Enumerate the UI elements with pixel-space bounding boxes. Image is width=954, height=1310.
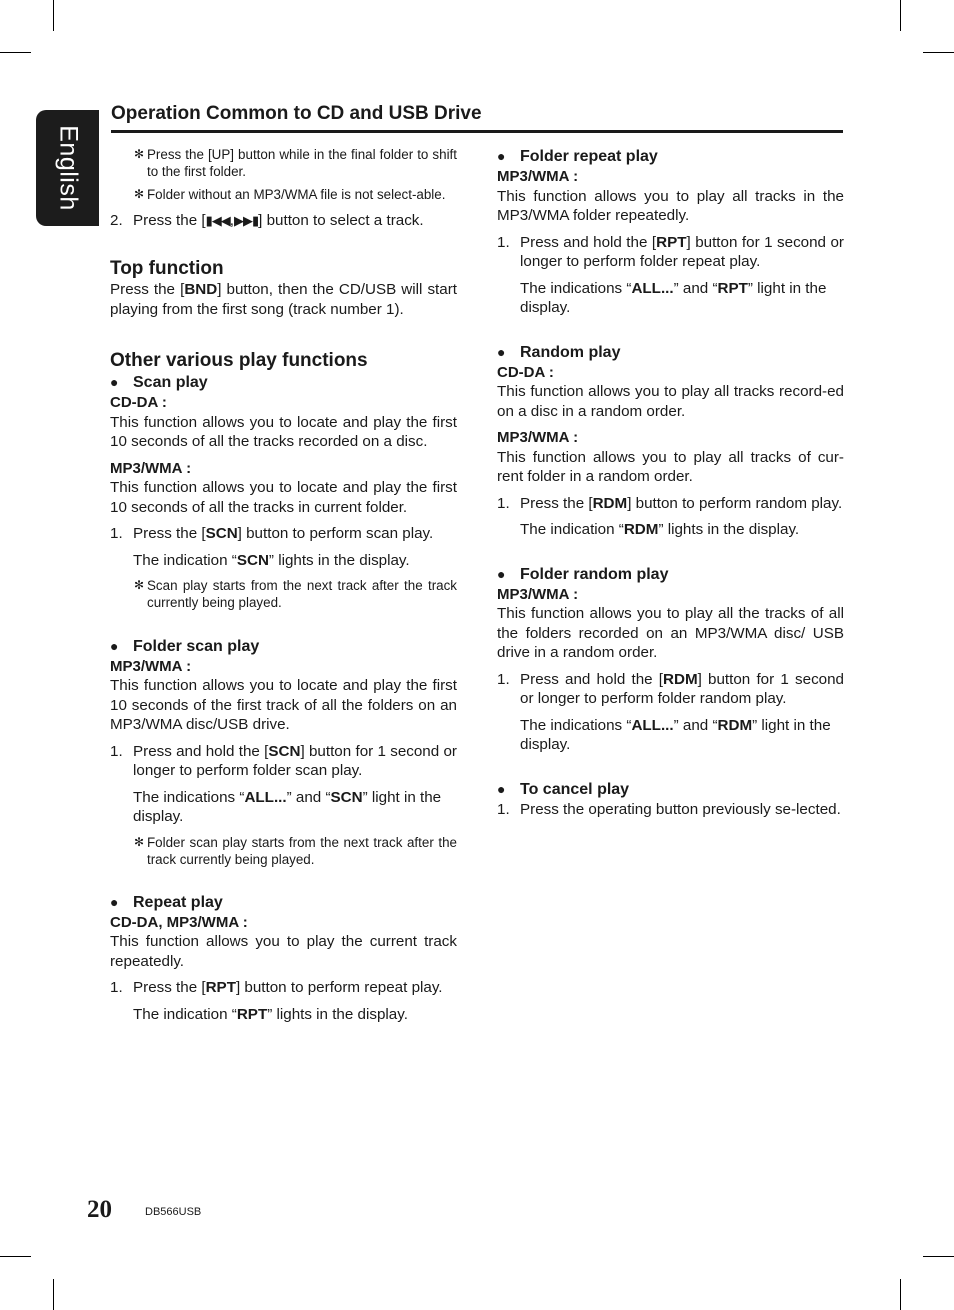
note xyxy=(110,834,457,868)
asterisk-icon: ✻ xyxy=(134,147,145,161)
media-label: MP3/WMA : xyxy=(110,459,192,477)
paragraph: This function allows you to play all tracks in the MP3/WMA folder repeatedly. xyxy=(497,187,844,224)
paragraph: This function allows you to locate and play the first 10 seconds of all the tracks in current folder. xyxy=(110,479,457,516)
button-name: RDM xyxy=(663,670,698,688)
media-label: CD-DA, MP3/WMA : xyxy=(110,913,248,931)
asterisk-icon: ✻ xyxy=(134,578,145,593)
button-name: BND xyxy=(184,281,218,299)
button-name: SCN xyxy=(268,742,301,760)
step-text: Press the operating button previously se-lected. xyxy=(520,800,841,818)
display-indication: RPT xyxy=(717,279,748,297)
step: 1. Press and hold the [SCN] button for 1 second or longer to perform folder scan play. xyxy=(110,742,457,780)
paragraph: This function allows you to play the current track repeatedly. xyxy=(110,933,457,970)
step-text: Press the [ xyxy=(133,211,206,229)
display-indication: SCN xyxy=(236,551,269,569)
media-label: MP3/WMA : xyxy=(497,585,579,603)
display-indication: ALL... xyxy=(631,279,674,297)
display-indication: SCN xyxy=(330,788,363,806)
indication: The indications “ALL...” and “RDM” light in the display. xyxy=(520,716,831,753)
step: 1. Press the [RDM] button to perform random play. xyxy=(497,494,843,512)
note-text: Folder scan play starts from the next track after the track currently being played. xyxy=(147,834,457,867)
bullet-icon: ● xyxy=(497,780,506,797)
paragraph: Press the [BND] button, then the CD/USB will start playing from the first song (track number 1). xyxy=(110,281,458,318)
crop-mark xyxy=(0,52,31,53)
section-title: Operation Common to CD and USB Drive xyxy=(111,103,482,124)
right-column xyxy=(497,146,844,826)
crop-mark xyxy=(0,1256,31,1257)
note-text: Folder without an MP3/WMA file is not select-able. xyxy=(147,187,446,203)
bullet-icon: ● xyxy=(110,374,119,391)
note-text: Scan play starts from the next track after the track currently being played. xyxy=(147,578,457,611)
paragraph: This function allows you to play all the tracks of all the folders recorded on an MP3/WMA disc/ USB drive in a random order. xyxy=(497,605,844,661)
bullet-icon: ● xyxy=(497,565,506,582)
display-indication: ALL... xyxy=(244,788,287,806)
step-number: 1. xyxy=(497,670,510,688)
bullet-heading: ● Scan play xyxy=(110,374,208,392)
media-label: CD-DA : xyxy=(110,394,167,412)
indication: The indications “ALL...” and “RPT” light in the display. xyxy=(520,279,827,316)
crop-mark xyxy=(900,0,901,31)
model-code: DB566USB xyxy=(145,1206,202,1218)
language-tab xyxy=(36,110,99,226)
skip-next-icon: ▶▶▮ xyxy=(233,212,259,228)
bullet-heading: ● Repeat play xyxy=(110,893,223,911)
step: 1. Press and hold the [RPT] button for 1 second or longer to perform folder repeat play. xyxy=(497,233,844,270)
paragraph: This function allows you to play all tracks record-ed on a disc in a random order. xyxy=(497,383,844,420)
step: 2. Press the [▮◀◀,▶▶▮] button to select a track. xyxy=(110,211,424,229)
crop-mark xyxy=(923,1256,954,1257)
step-number: 1. xyxy=(497,800,510,818)
display-indication: RPT xyxy=(236,1005,268,1023)
note xyxy=(110,146,457,180)
step-number: 1. xyxy=(497,233,510,251)
display-indication: ALL... xyxy=(631,716,674,734)
indication: The indications “ALL...” and “SCN” light in the display. xyxy=(133,788,442,826)
skip-previous-icon: ▮◀◀ xyxy=(205,212,230,228)
paragraph: This function allows you to play all tracks of cur-rent folder in a random order. xyxy=(497,448,844,485)
button-name: RPT xyxy=(656,233,687,251)
step: 1. Press the [RPT] button to perform repeat play. xyxy=(110,979,443,997)
heading-other-functions: Other various play functions xyxy=(110,350,368,372)
step-number: 1. xyxy=(110,525,123,543)
note xyxy=(110,186,457,203)
bullet-icon: ● xyxy=(497,148,506,164)
button-name: RDM xyxy=(592,494,628,512)
step-number: 1. xyxy=(110,742,123,760)
asterisk-icon: ✻ xyxy=(134,834,145,849)
step-number: 2. xyxy=(110,211,123,229)
page-number: 20 xyxy=(87,1196,112,1223)
indication: The indication “SCN” lights in the display. xyxy=(133,551,410,569)
crop-mark xyxy=(900,1279,901,1310)
bullet-icon: ● xyxy=(110,893,119,910)
step xyxy=(497,800,844,820)
step-text: ] button to select a track. xyxy=(258,211,424,229)
display-indication: RDM xyxy=(717,716,753,734)
paragraph: This function allows you to locate and play the first 10 seconds of all the tracks recorded on a disc. xyxy=(110,413,457,451)
bullet-icon: ● xyxy=(110,637,119,654)
step: 1. Press the [SCN] button to perform scan play. xyxy=(110,525,434,543)
media-label: MP3/WMA : xyxy=(497,429,579,446)
crop-mark xyxy=(53,0,54,31)
display-indication: RDM xyxy=(623,521,659,538)
indication: The indication “RDM” lights in the display. xyxy=(520,521,800,538)
step: 1. Press and hold the [RDM] button for 1 second or longer to perform folder random play. xyxy=(497,670,844,707)
language-tab-label: English xyxy=(54,125,82,211)
bullet-heading: ● Folder scan play xyxy=(110,637,260,655)
bullet-heading: ● To cancel play xyxy=(497,780,630,798)
paragraph: This function allows you to locate and play the first 10 seconds of the first track of all the folders on an MP3/WMA disc/USB drive. xyxy=(110,677,457,734)
note xyxy=(110,577,457,611)
asterisk-icon: ✻ xyxy=(134,187,145,202)
note-text: Press the [UP] button while in the final folder to shift to the first folder. xyxy=(147,147,457,180)
bullet-heading: ● Random play xyxy=(497,343,621,361)
bullet-heading: ● Folder repeat play xyxy=(497,148,658,165)
bullet-heading: ● Folder random play xyxy=(497,565,669,583)
left-column xyxy=(110,146,457,1031)
button-name: SCN xyxy=(205,525,238,543)
step-number: 1. xyxy=(497,494,510,512)
heading-top-function: Top function xyxy=(110,258,224,280)
step-number: 1. xyxy=(110,979,123,997)
crop-mark xyxy=(53,1279,54,1310)
indication: The indication “RPT” lights in the display. xyxy=(133,1005,408,1023)
media-label: MP3/WMA : xyxy=(110,657,192,675)
media-label: MP3/WMA : xyxy=(497,168,579,185)
bullet-icon: ● xyxy=(497,343,506,360)
crop-mark xyxy=(923,52,954,53)
button-name: RPT xyxy=(205,979,236,997)
media-label: CD-DA : xyxy=(497,363,554,381)
header-rule xyxy=(111,130,843,133)
